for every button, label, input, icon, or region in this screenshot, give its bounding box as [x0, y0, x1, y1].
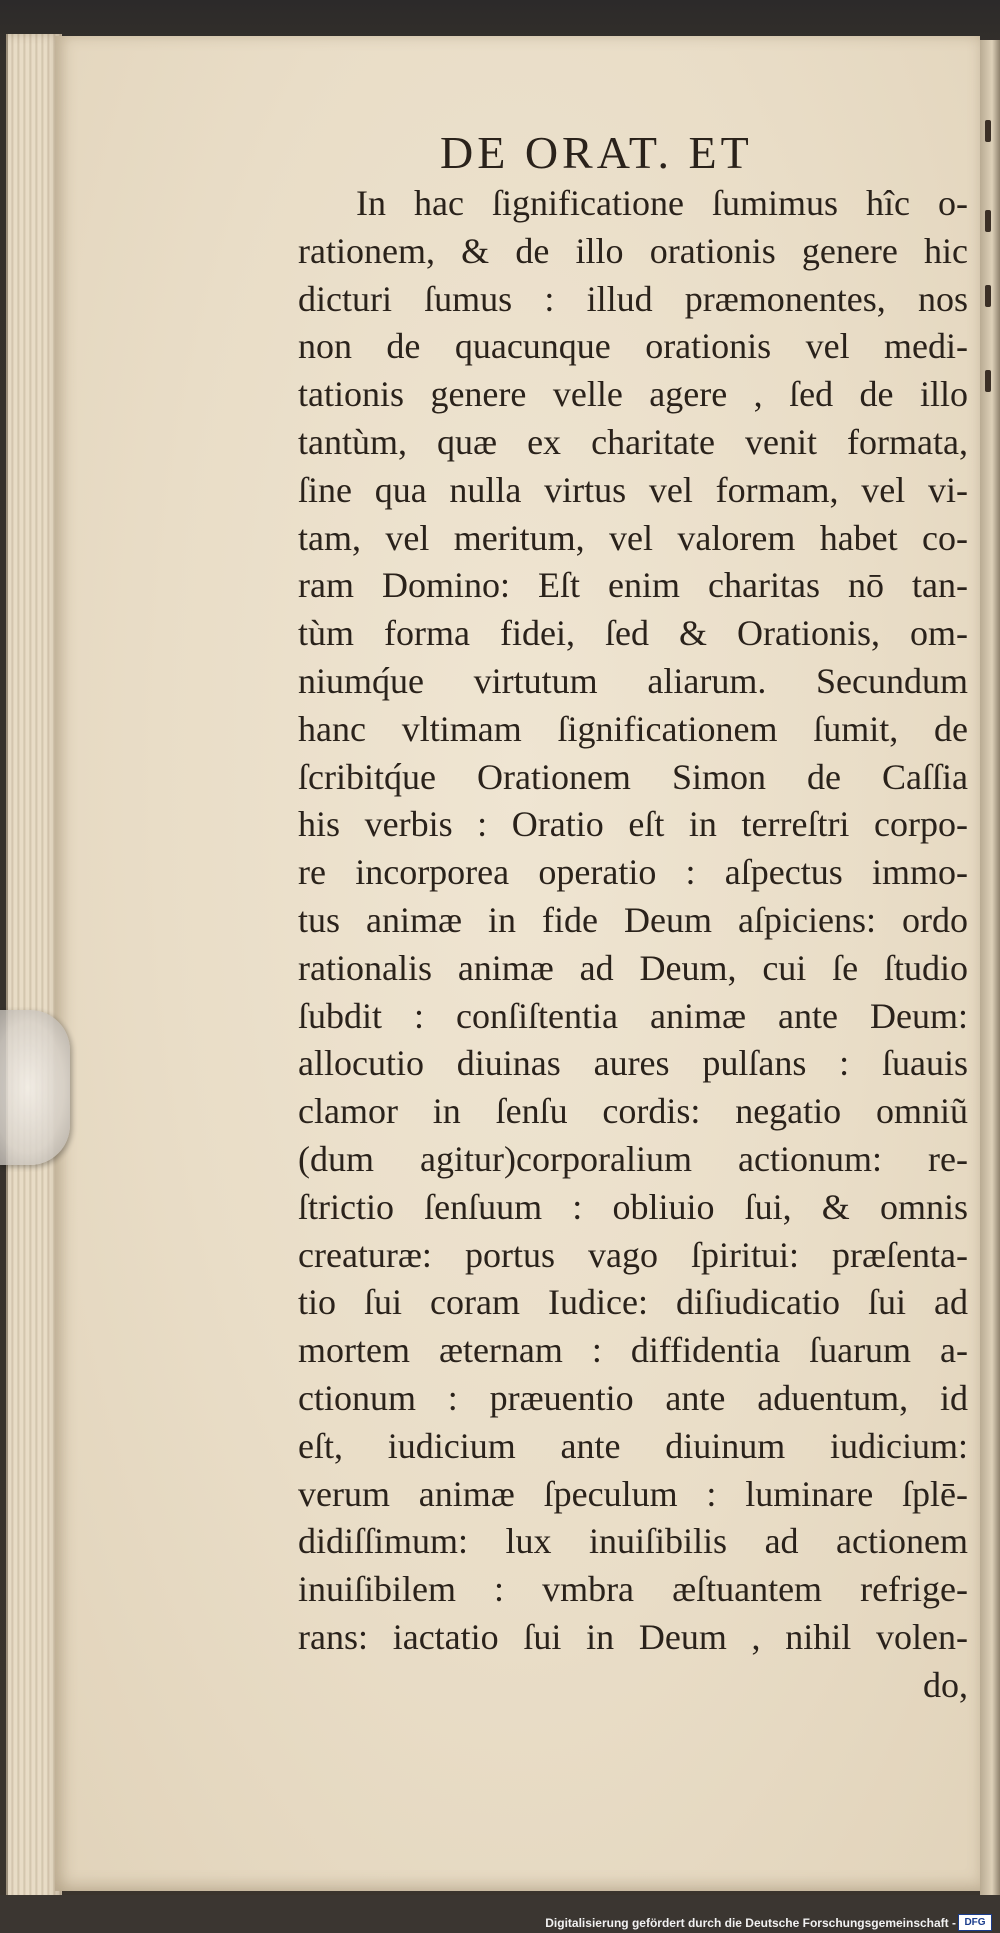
running-header: DE ORAT. ET — [440, 127, 753, 178]
text-line: creaturæ: portus vago ſpiritui: præſenta- — [298, 1234, 968, 1275]
text-line: tationis genere velle agere , ſed de illo — [298, 374, 968, 415]
text-line: hanc vltimam ſignificationem ſumit, de — [298, 708, 968, 749]
text-line: rans: iactatio ſui in Deum , nihil volen- — [298, 1616, 968, 1657]
text-line: rationem, & de illo orationis genere hic — [298, 230, 968, 271]
text-line: allocutio diuinas aures pulſans : ſuauis — [298, 1043, 968, 1084]
ink-mark — [985, 210, 991, 232]
text-line: ſine qua nulla virtus vel formam, vel vi- — [298, 469, 968, 510]
text-line: niumq́ue virtutum aliarum. Secundum — [298, 660, 968, 701]
text-line: rationalis animæ ad Deum, cui ſe ſtudio — [298, 947, 968, 988]
text-line: non de quacunque orationis vel medi- — [298, 326, 968, 367]
text-line: eſt, iudicium ante diuinum iudicium: — [298, 1425, 968, 1466]
text-line: (dum agitur)corporalium actionum: re- — [298, 1138, 968, 1179]
ink-mark — [985, 285, 991, 307]
digitization-credit: Digitalisierung gefördert durch die Deutsche Forschungsgemeinschaft - — [545, 1916, 956, 1930]
text-line: tùm forma fidei, ſed & Orationis, om- — [298, 613, 968, 654]
ink-mark — [985, 120, 991, 142]
ink-mark — [985, 370, 991, 392]
text-line: re incorporea operatio : aſpectus immo- — [298, 852, 968, 893]
text-line: his verbis : Oratio eſt in terreſtri corpo- — [298, 804, 968, 845]
page-clip — [0, 1010, 70, 1165]
text-line: tantùm, quæ ex charitate venit formata, — [298, 421, 968, 462]
text-line: verum animæ ſpeculum : luminare ſplē- — [298, 1473, 968, 1514]
page-edge-stack — [6, 34, 62, 1904]
text-line: ſcribitq́ue Orationem Simon de Caſſia — [298, 756, 968, 797]
text-line: ram Domino: Eſt enim charitas nō tan- — [298, 565, 968, 606]
text-line: dicturi ſumus : illud præmonentes, nos — [298, 278, 968, 319]
next-page-edge — [980, 40, 1000, 1900]
text-line: mortem æternam : diffidentia ſuarum a- — [298, 1330, 968, 1371]
dfg-logo: DFG — [958, 1914, 992, 1931]
text-line: tio ſui coram Iudice: diſiudicatio ſui ad — [298, 1282, 968, 1323]
text-line: clamor in ſenſu cordis: negatio omniũ — [298, 1091, 968, 1132]
text-line: tus animæ in fide Deum aſpiciens: ordo — [298, 899, 968, 940]
text-line: ſtrictio ſenſuum : obliuio ſui, & omnis — [298, 1186, 968, 1227]
text-line: inuiſibilem : vmbra æſtuantem refrige- — [298, 1569, 968, 1610]
page-body-text — [298, 180, 968, 1710]
text-line: ſubdit : conſiſtentia animæ ante Deum: — [298, 995, 968, 1036]
text-line: do, — [923, 1664, 968, 1705]
text-line: ctionum : præuentio ante aduentum, id — [298, 1377, 968, 1418]
text-line: didiſſimum: lux inuiſibilis ad actionem — [298, 1521, 968, 1562]
text-line: In hac ſignificatione ſumimus hîc o- — [356, 183, 968, 223]
text-line: tam, vel meritum, vel valorem habet co- — [298, 517, 968, 558]
